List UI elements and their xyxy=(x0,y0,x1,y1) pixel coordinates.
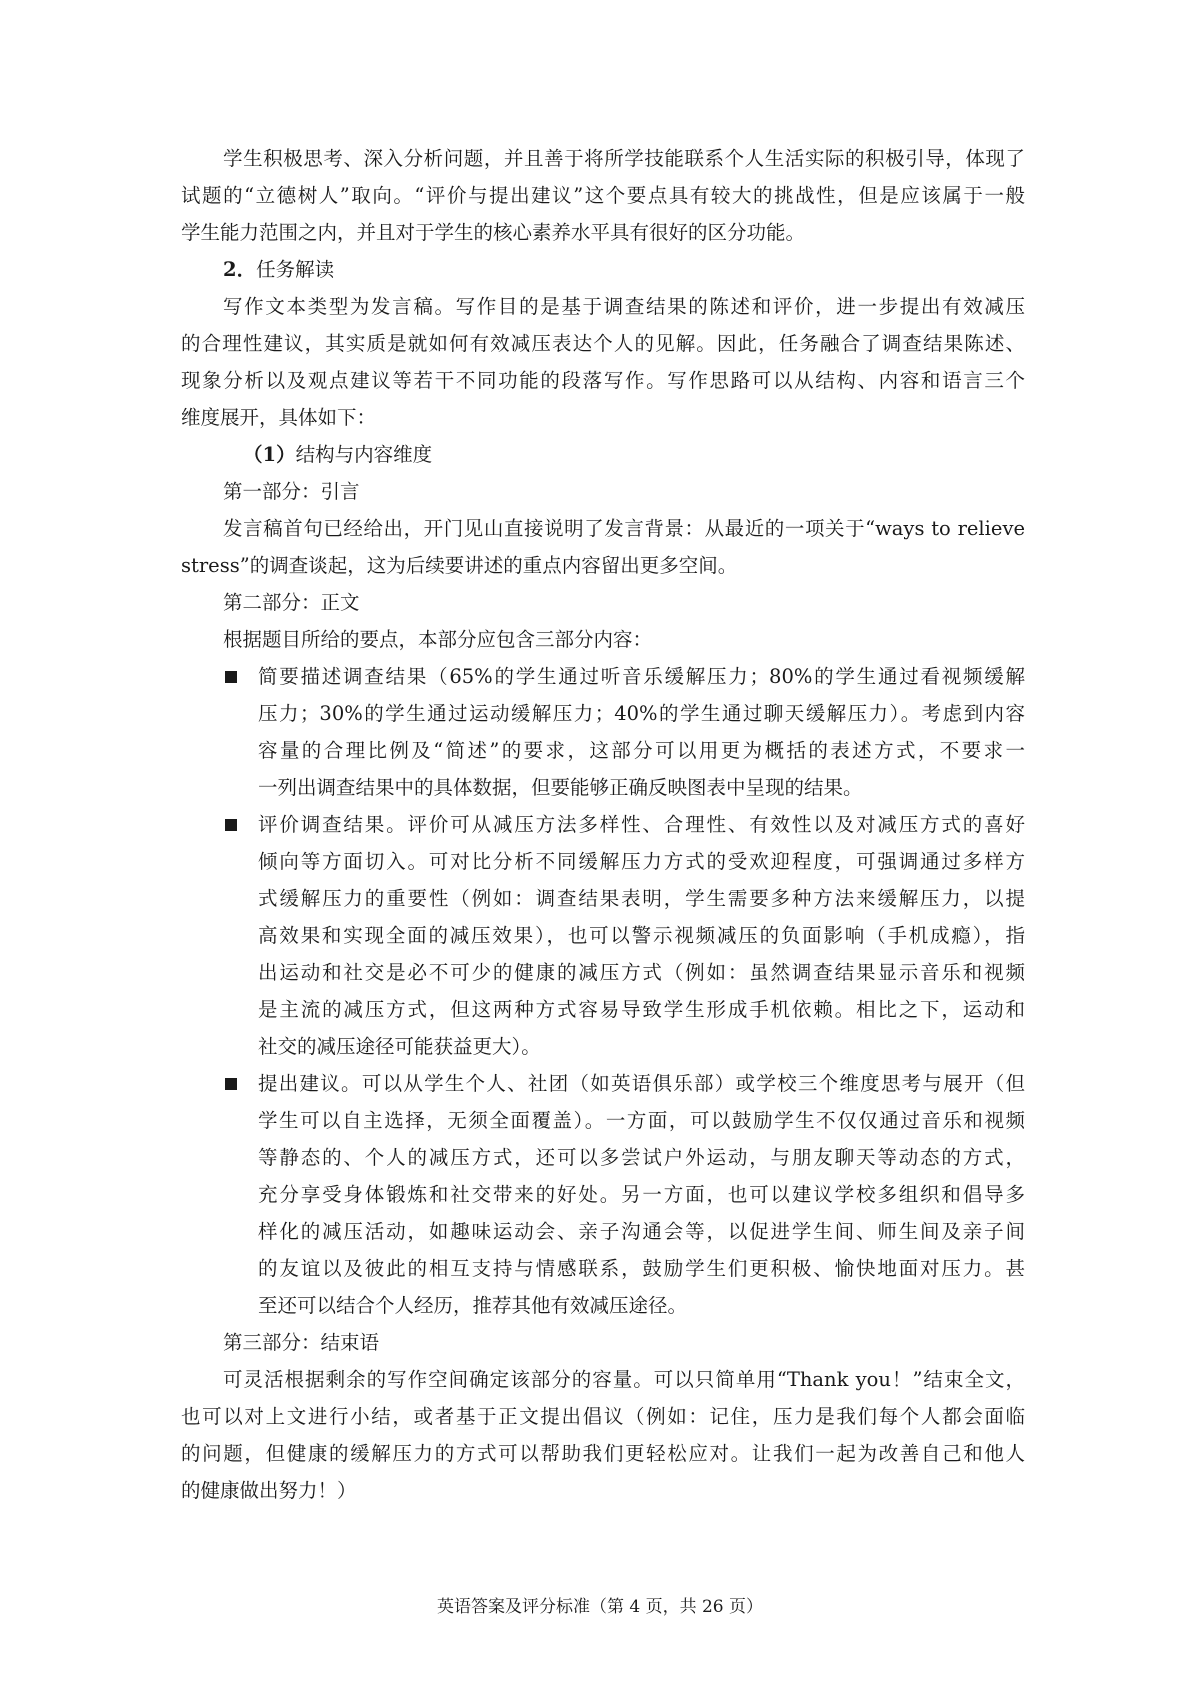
text-line xyxy=(181,1287,1025,1324)
paragraph xyxy=(181,251,1025,288)
bullet-text: 容量的合理比例及“简述”的要求，这部分可以用更为概括的表述方式，不要求一 xyxy=(258,739,1025,762)
bullet-text: 评价调查结果。评价可从减压方法多样性、合理性、有效性以及对减压方式的喜好 xyxy=(258,813,1025,836)
text-line xyxy=(181,843,1025,880)
bullet-item xyxy=(181,1065,1025,1324)
text-line xyxy=(181,1213,1025,1250)
paragraph xyxy=(181,288,1025,436)
text-line xyxy=(181,1250,1025,1287)
text-line: 的问题，但健康的缓解压力的方式可以帮助我们更轻松应对。让我们一起为改善自己和他人 xyxy=(181,1442,1025,1465)
text-line xyxy=(181,732,1025,769)
paragraph xyxy=(181,1361,1025,1509)
text-line: 第三部分：结束语 xyxy=(223,1331,380,1354)
text-line: 可灵活根据剩余的写作空间确定该部分的容量。可以只简单用“Thank you！”结束全文， xyxy=(223,1368,1025,1391)
bullet-text: 至还可以结合个人经历，推荐其他有效减压途径。 xyxy=(258,1294,688,1317)
heading-title: 结构与内容维度 xyxy=(295,443,433,466)
bullet-text: 充分享受身体锻炼和社交带来的好处。另一方面，也可以建议学校多组织和倡导多 xyxy=(258,1183,1025,1206)
bullet-text: 是主流的减压方式，但这两种方式容易导致学生形成手机依赖。相比之下，运动和 xyxy=(258,998,1025,1021)
text-line: 根据题目所给的要点，本部分应包含三部分内容： xyxy=(223,628,653,651)
bullet-text: 等静态的、个人的减压方式，还可以多尝试户外运动，与朋友聊天等动态的方式， xyxy=(258,1146,1025,1169)
text-line: 写作文本类型为发言稿。写作目的是基于调查结果的陈述和评价，进一步提出有效减压 xyxy=(223,295,1025,318)
bullet-item xyxy=(181,806,1025,1065)
bullet-text: 一列出调查结果中的具体数据，但要能够正确反映图表中呈现的结果。 xyxy=(258,776,863,799)
bullet-text: 高效果和实现全面的减压效果），也可以警示视频减压的负面影响（手机成瘾），指 xyxy=(258,924,1025,947)
paragraph xyxy=(181,584,1025,621)
text-line xyxy=(181,1139,1025,1176)
text-line: 学生能力范围之内，并且对于学生的核心素养水平具有很好的区分功能。 xyxy=(181,221,806,244)
text-line xyxy=(181,954,1025,991)
text-line: 的合理性建议，其实质是就如何有效减压表达个人的见解。因此，任务融合了调查结果陈述、 xyxy=(181,332,1025,355)
square-bullet-icon xyxy=(225,1078,237,1090)
body-text xyxy=(181,140,1025,1509)
bullet-text: 压力；30%的学生通过运动缓解压力；40%的学生通过聊天缓解压力）。考虑到内容 xyxy=(258,702,1025,725)
paragraph xyxy=(181,140,1025,251)
bullet-text: 学生可以自主选择，无须全面覆盖）。一方面，可以鼓励学生不仅仅通过音乐和视频 xyxy=(258,1109,1025,1132)
paragraph xyxy=(181,510,1025,584)
text-line: 现象分析以及观点建议等若干不同功能的段落写作。写作思路可以从结构、内容和语言三个 xyxy=(181,369,1025,392)
bullet-text: 倾向等方面切入。可对比分析不同缓解压力方式的受欢迎程度，可强调通过多样方 xyxy=(258,850,1025,873)
text-line xyxy=(181,1102,1025,1139)
bullet-text: 提出建议。可以从学生个人、社团（如英语俱乐部）或学校三个维度思考与展开（但 xyxy=(258,1072,1025,1095)
text-line xyxy=(181,695,1025,732)
heading-title: 任务解读 xyxy=(256,258,335,281)
heading-number: 2． xyxy=(223,258,257,281)
paragraph xyxy=(181,1324,1025,1361)
text-line: 学生积极思考、深入分析问题，并且善于将所学技能联系个人生活实际的积极引导，体现了 xyxy=(223,147,1025,170)
text-line xyxy=(181,1176,1025,1213)
text-line: 维度展开，具体如下： xyxy=(181,406,377,429)
bullet-item xyxy=(181,658,1025,806)
paragraph xyxy=(181,473,1025,510)
text-line xyxy=(181,769,1025,806)
text-line: stress”的调查谈起，这为后续要讲述的重点内容留出更多空间。 xyxy=(181,554,738,577)
bullet-text: 出运动和社交是必不可少的健康的减压方式（例如：虽然调查结果显示音乐和视频 xyxy=(258,961,1025,984)
bullet-text: 社交的减压途径可能获益更大）。 xyxy=(258,1035,541,1058)
heading-number: （1） xyxy=(243,443,296,466)
bullet-text: 样化的减压活动，如趣味运动会、亲子沟通会等，以促进学生间、师生间及亲子间 xyxy=(258,1220,1025,1243)
page-footer: 英语答案及评分标准（第 4 页，共 26 页） xyxy=(436,1597,764,1617)
text-line: 第二部分：正文 xyxy=(223,591,360,614)
square-bullet-icon xyxy=(225,671,237,683)
text-line xyxy=(181,1065,1025,1102)
square-bullet-icon xyxy=(225,819,237,831)
text-line: 也可以对上文进行小结，或者基于正文提出倡议（例如：记住，压力是我们每个人都会面临 xyxy=(181,1405,1025,1428)
paragraph xyxy=(181,436,1025,473)
paragraph xyxy=(181,621,1025,658)
text-line: 试题的“立德树人”取向。“评价与提出建议”这个要点具有较大的挑战性，但是应该属于一般 xyxy=(181,184,1025,207)
text-line xyxy=(181,658,1025,695)
text-line xyxy=(181,991,1025,1028)
text-line xyxy=(181,917,1025,954)
text-line xyxy=(181,1028,1025,1065)
bullet-text: 简要描述调查结果（65%的学生通过听音乐缓解压力；80%的学生通过看视频缓解 xyxy=(258,665,1025,688)
text-line xyxy=(181,806,1025,843)
section-heading xyxy=(181,251,1025,288)
text-line xyxy=(181,880,1025,917)
text-line: 第一部分：引言 xyxy=(223,480,360,503)
text-line: 发言稿首句已经给出，开门见山直接说明了发言背景：从最近的一项关于“ways to relieve xyxy=(223,517,1025,540)
bullet-text: 式缓解压力的重要性（例如：调查结果表明，学生需要多种方法来缓解压力，以提 xyxy=(258,887,1025,910)
text-line: 的健康做出努力！） xyxy=(181,1479,357,1502)
bullet-text: 的友谊以及彼此的相互支持与情感联系，鼓励学生们更积极、愉快地面对压力。甚 xyxy=(258,1257,1025,1280)
section-heading xyxy=(181,436,1025,473)
